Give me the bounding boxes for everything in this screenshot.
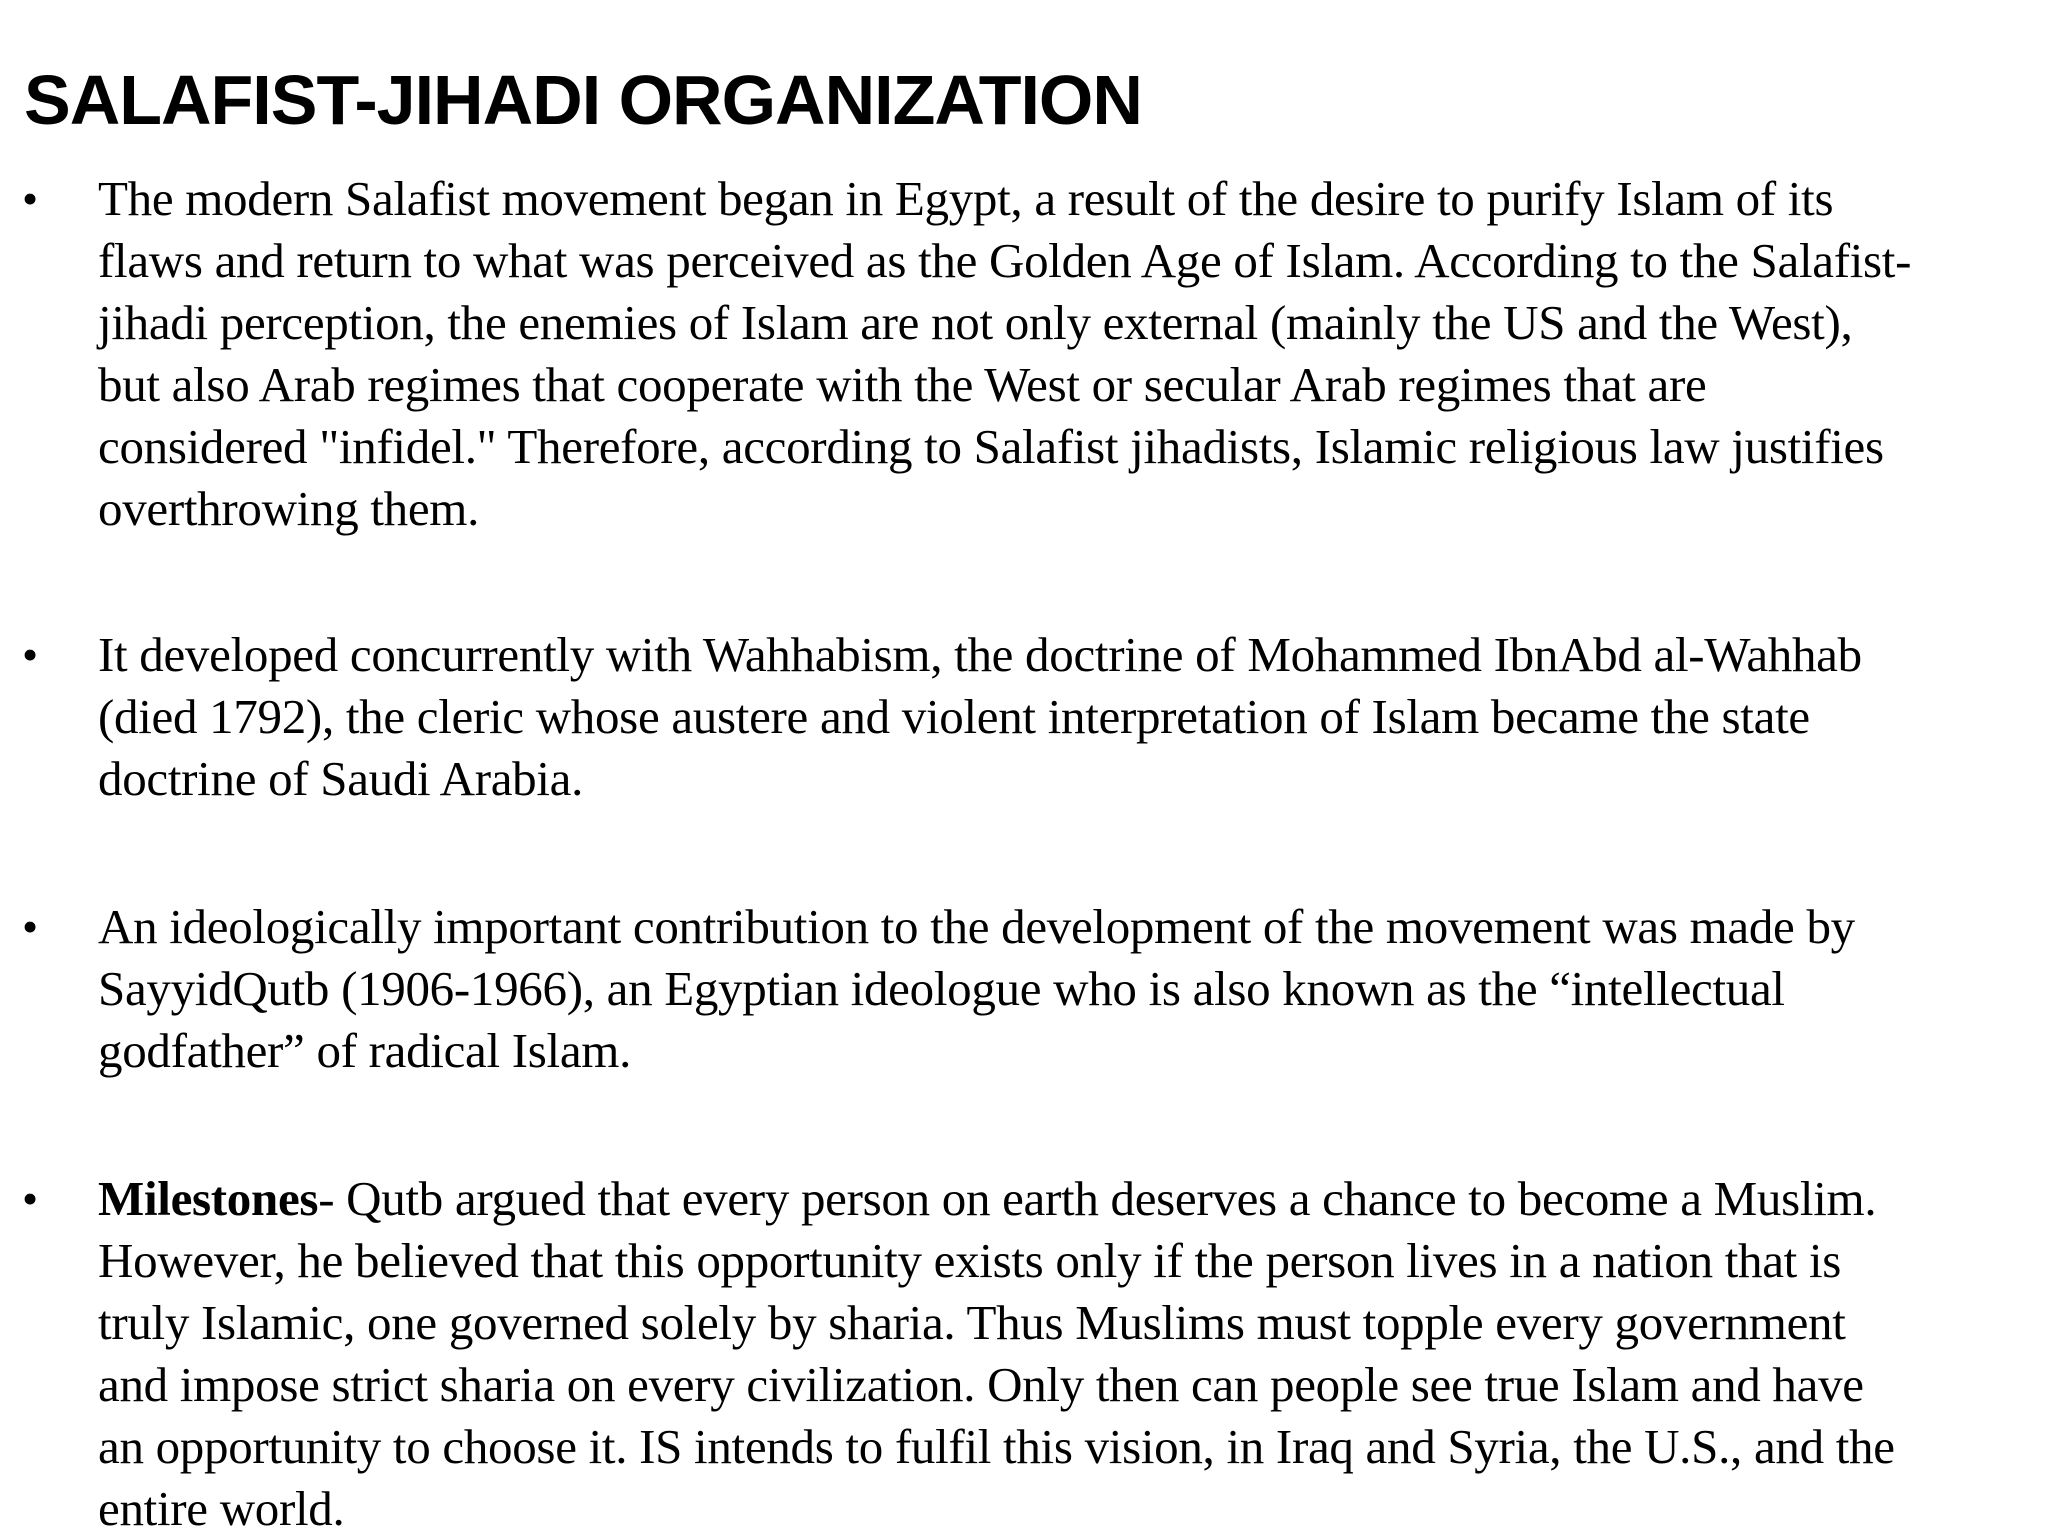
text-line: and impose strict sharia on every civilization. Only then can people see true Islam and have bbox=[98, 1357, 1864, 1412]
bullet-text bbox=[98, 896, 2038, 1082]
text-line: overthrowing them. bbox=[98, 481, 480, 536]
bullet-text bbox=[98, 168, 2038, 540]
milestones-lead-text: - Qutb argued that every person on earth deserves a chance to become a Muslim. bbox=[318, 1171, 1877, 1226]
bullet-icon: • bbox=[22, 901, 39, 952]
text-line: truly Islamic, one governed solely by sharia. Thus Muslims must topple every government bbox=[98, 1295, 1846, 1350]
text-line: jihadi perception, the enemies of Islam are not only external (mainly the US and the West), bbox=[98, 295, 1853, 350]
text-line: SayyidQutb (1906-1966), an Egyptian ideologue who is also known as the “intellectual bbox=[98, 961, 1785, 1016]
text-line-lead bbox=[98, 1168, 2038, 1230]
text-line: The modern Salafist movement began in Egypt, a result of the desire to purify Islam of its bbox=[98, 171, 1834, 226]
slide-title: SALAFIST-JIHADI ORGANIZATION bbox=[24, 61, 1142, 139]
bullet-icon: • bbox=[22, 629, 39, 680]
milestones-term: Milestones bbox=[98, 1171, 319, 1226]
text-line: An ideologically important contribution to the development of the movement was made by bbox=[98, 899, 1855, 954]
bullet-icon: • bbox=[22, 173, 39, 224]
text-line: but also Arab regimes that cooperate with the West or secular Arab regimes that are bbox=[98, 357, 1707, 412]
text-line: considered "infidel." Therefore, according to Salafist jihadists, Islamic religious law justifies bbox=[98, 419, 1884, 474]
text-line: an opportunity to choose it. IS intends to fulfil this vision, in Iraq and Syria, the U.S., and the bbox=[98, 1419, 1895, 1474]
text-line: godfather” of radical Islam. bbox=[98, 1023, 632, 1078]
text-line: entire world. bbox=[98, 1481, 345, 1536]
text-line: flaws and return to what was perceived as the Golden Age of Islam. According to the Salafist- bbox=[98, 233, 1912, 288]
bullet-text bbox=[98, 1168, 2038, 1540]
text-line: (died 1792), the cleric whose austere and violent interpretation of Islam became the state bbox=[98, 689, 1810, 744]
text-line: However, he believed that this opportunity exists only if the person lives in a nation that is bbox=[98, 1233, 1842, 1288]
bullet-icon: • bbox=[22, 1173, 39, 1224]
text-line: doctrine of Saudi Arabia. bbox=[98, 751, 584, 806]
text-line: It developed concurrently with Wahhabism, the doctrine of Mohammed IbnAbd al-Wahhab bbox=[98, 627, 1862, 682]
bullet-text bbox=[98, 624, 2038, 810]
